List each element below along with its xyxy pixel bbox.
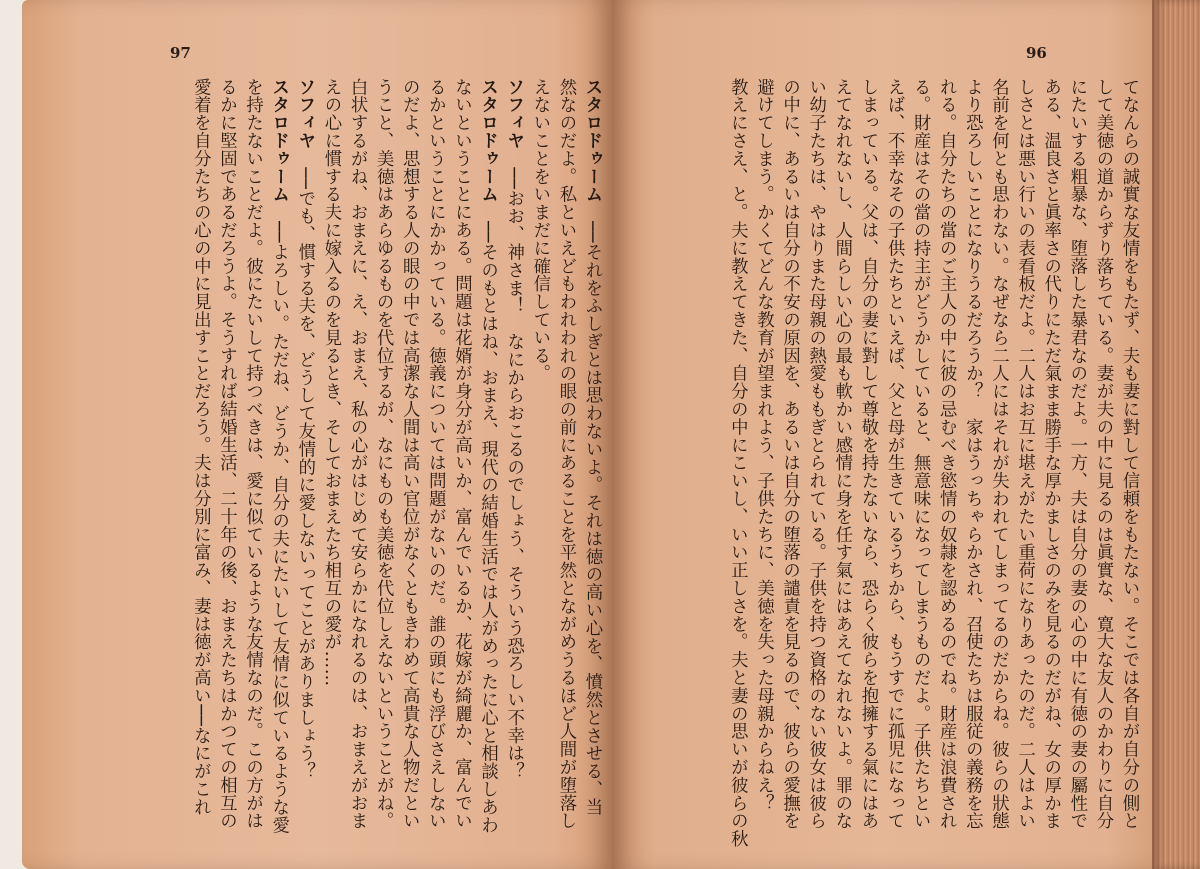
text-line: 避けてしまう。かくてどんな教育が望まれよう、子供たちに、美徳を失った母親からねえ？ [753,78,774,812]
text-line: えの心に慣する夫に嫁入るのを見るとき、そしておまえたち相互の愛が…… [320,78,341,687]
text-line: 愛着を自分たちの心の中に見出すことだろう。夫は分別に富み、妻は徳が高い──なにがこれ [190,78,211,816]
text-line: ある、温良さと眞率さの代りにただ氣まま勝手な厚かましさのみを見るのだがね、女の厚かま [1040,78,1061,830]
text-line: れる。自分たちの當のご主人の中に彼の忌むべき慾情の奴隷を認めるのでね。財産は浪費され [936,78,957,830]
text-line: ソフィヤ ──おお、神さま！ なにからおこるのでしょう、そういう恐ろしい不幸は？ [503,78,524,781]
right-page-text [722,78,1142,848]
left-page-text [190,78,605,848]
page-edges [1152,0,1200,869]
text-line: 名前を何とも思わない。なぜなら二人にはそれが失われてしまってるのだからね。彼らの狀態 [988,78,1009,830]
speaker-name: スタロドゥーム [582,78,602,204]
speaker-name: ソフィヤ [294,78,315,150]
text-line: えば、不幸なその子供たちといえば、父と母が生きているうちから、もうすでに孤児になって [884,78,905,830]
text-line: ないということにある。問題は花婿が身分が高いか、富んでいるか、花嫁が綺麗か、富んでい [451,78,472,830]
text-line: 然なのだよ。私といえどもわれわれの眼の前にあることを平然とながめうるほど人間が堕落し [555,78,576,830]
text-line: して美徳の道からずり落ちている。妻が夫の中に見るのは眞實な、寛大な友人のかわりに自分 [1092,78,1113,830]
text-line: しまっている。父は、自分の妻に對して尊敬を持たないなら、恐らく彼らを抱擁する氣にはあ [857,78,878,830]
text-line: るかということにかかっている。徳義については問題がないのだ。誰の頭にも浮びさえしない [425,78,446,830]
text-line: るかに堅固であるだろうよ。そうすれば結婚生活、二十年の後、おまえたちはかつての相互の [216,78,237,830]
speaker-name: スタロドゥーム [477,78,498,204]
text-line: えないことをいまだに確信している。 [529,78,550,383]
text-line: てなんらの誠實な友情をもたず、夫も妻に對して信頼をもたない。そこでは各自が自分の側と [1119,78,1139,830]
text-line: スタロドゥーム ──それをふしぎとは思わないよ。それは徳の高い心を、憤然とさせる、当 [582,78,602,816]
right-page-number: 96 [1026,44,1047,62]
text-line: ソフィヤ ──でも、慣する夫を、どうして友情的に愛しないってことがありましょう？ [294,78,315,781]
text-line: えてなれないし、人間らしい心の最も軟かい感情に身を任す氣にはあえてなれないよ。罪のな [831,78,852,830]
text-line: うこと、美徳はあらゆるものを代位するが、なにものも美徳を代位しえないということがね。 [373,78,394,830]
left-page-number: 97 [170,44,191,62]
right-page [612,0,1152,869]
text-line: スタロドゥーム ──そのもとはね、おまえ、現代の結婚生活では人がめったに心と相談しあわ [477,78,498,834]
text-line: スタロドゥーム ──よろしい。ただね、どうか、自分の夫にたいして友情に似ているような愛 [268,78,289,834]
text-line: 白状するがね、おまえに、え、おまえ、私の心がはじめて安らかになれるのは、おまえがおま [347,78,368,830]
text-line: にたいする粗暴な、堕落した暴君なのだよ。一方、夫は自分の妻の心の中に有徳の妻の屬性で [1066,78,1087,830]
text-line: より恐ろしいことになりうるだろうか？ 家はうっちゃらかされ、召使たちは服従の義務を忘 [962,78,983,830]
text-line: る。財産はその當の持主がどうかしていると、無意味になってしまうものだよ。子供たちとい [910,78,931,830]
text-line: を持たないことだよ。彼にたいして持つべきは、愛に似ているような友情なのだ。この方がは [242,78,263,830]
text-line: い幼子たちは、やはりまた母親の熱愛ももぎとられている。子供を持つ資格のない彼女は彼ら [805,78,826,830]
speaker-name: スタロドゥーム [268,78,289,204]
text-line: の中に、あるいは自分の不安の原因を、あるいは自分の堕落の譴責を見るので、彼らの愛撫を [779,78,800,830]
text-line: しさとは悪い行いの表看板だよ。二人はお互に堪えがたい重荷になりあったのだ。二人はよい [1014,78,1035,830]
text-line: 教えにさえ、と。夫に教えてきた、自分の中にこいし、いい正しさを。夫と妻の思いが彼らの秋 [727,78,748,848]
speaker-name: ソフィヤ [503,78,524,150]
text-line: のだよ、思想する人の眼の中では高潔な人間は高い官位がなくともきわめて高貴な人物だとい [399,78,420,830]
left-page [22,0,612,869]
